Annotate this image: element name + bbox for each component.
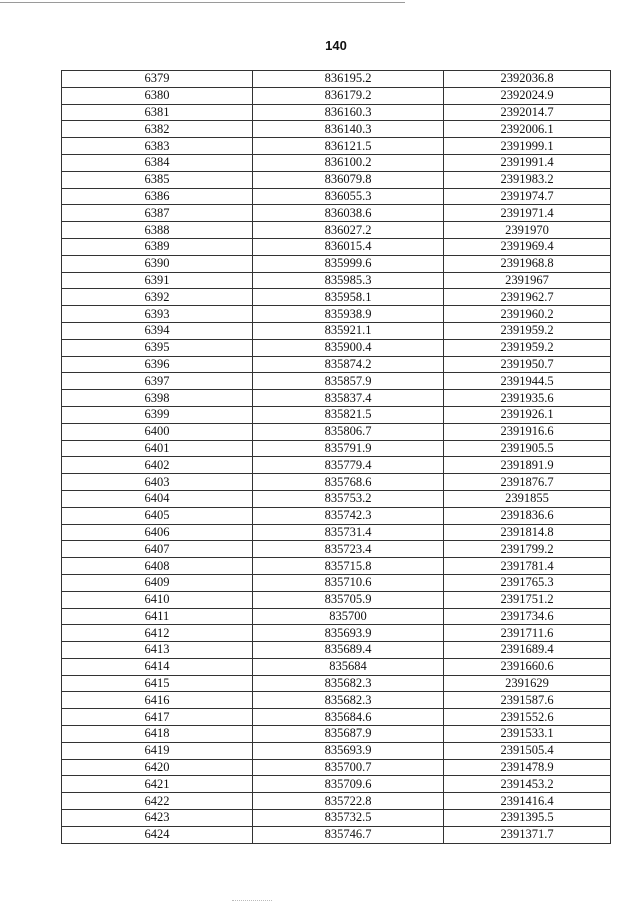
y-coordinate-cell: 2391960.2 [444,306,611,323]
y-coordinate-cell: 2391416.4 [444,793,611,810]
table-row [62,272,611,289]
point-number-cell: 6392 [62,289,253,306]
y-coordinate-cell: 2391533.1 [444,726,611,743]
point-number-cell: 6419 [62,742,253,759]
point-number-cell: 6415 [62,675,253,692]
y-coordinate-cell: 2391916.6 [444,423,611,440]
table-row [62,121,611,138]
point-number-cell: 6382 [62,121,253,138]
table-row [62,692,611,709]
y-coordinate-cell: 2391552.6 [444,709,611,726]
table-row [62,138,611,155]
y-coordinate-cell: 2391876.7 [444,474,611,491]
y-coordinate-cell: 2391983.2 [444,171,611,188]
table-row [62,87,611,104]
x-coordinate-cell: 835684 [253,658,444,675]
x-coordinate-cell: 835705.9 [253,591,444,608]
x-coordinate-cell: 835700.7 [253,759,444,776]
y-coordinate-cell: 2391999.1 [444,138,611,155]
point-number-cell: 6406 [62,524,253,541]
point-number-cell: 6389 [62,238,253,255]
y-coordinate-cell: 2391968.8 [444,255,611,272]
bottom-mark [232,900,272,901]
y-coordinate-cell: 2391660.6 [444,658,611,675]
x-coordinate-cell: 835921.1 [253,322,444,339]
point-number-cell: 6410 [62,591,253,608]
x-coordinate-cell: 835857.9 [253,373,444,390]
x-coordinate-cell: 835806.7 [253,423,444,440]
point-number-cell: 6393 [62,306,253,323]
table-row [62,776,611,793]
table-row [62,222,611,239]
x-coordinate-cell: 835689.4 [253,642,444,659]
table-row [62,574,611,591]
x-coordinate-cell: 835821.5 [253,406,444,423]
table-row [62,238,611,255]
y-coordinate-cell: 2392024.9 [444,87,611,104]
y-coordinate-cell: 2391974.7 [444,188,611,205]
point-number-cell: 6413 [62,642,253,659]
x-coordinate-cell: 836100.2 [253,154,444,171]
point-number-cell: 6418 [62,726,253,743]
point-number-cell: 6407 [62,541,253,558]
y-coordinate-cell: 2391371.7 [444,826,611,843]
table-row [62,423,611,440]
y-coordinate-cell: 2391453.2 [444,776,611,793]
table-row [62,709,611,726]
table-row [62,642,611,659]
point-number-cell: 6381 [62,104,253,121]
x-coordinate-cell: 835938.9 [253,306,444,323]
y-coordinate-cell: 2392006.1 [444,121,611,138]
point-number-cell: 6394 [62,322,253,339]
y-coordinate-cell: 2391689.4 [444,642,611,659]
point-number-cell: 6417 [62,709,253,726]
y-coordinate-cell: 2391587.6 [444,692,611,709]
x-coordinate-cell: 835746.7 [253,826,444,843]
point-number-cell: 6402 [62,457,253,474]
y-coordinate-cell: 2391734.6 [444,608,611,625]
x-coordinate-cell: 836160.3 [253,104,444,121]
point-number-cell: 6396 [62,356,253,373]
y-coordinate-cell: 2391944.5 [444,373,611,390]
point-number-cell: 6398 [62,390,253,407]
point-number-cell: 6400 [62,423,253,440]
point-number-cell: 6424 [62,826,253,843]
y-coordinate-cell: 2391967 [444,272,611,289]
x-coordinate-cell: 835999.6 [253,255,444,272]
table-row [62,625,611,642]
table-row [62,71,611,88]
table-row [62,759,611,776]
y-coordinate-cell: 2391751.2 [444,591,611,608]
y-coordinate-cell: 2392036.8 [444,71,611,88]
point-number-cell: 6399 [62,406,253,423]
table-row [62,322,611,339]
x-coordinate-cell: 835723.4 [253,541,444,558]
x-coordinate-cell: 835779.4 [253,457,444,474]
table-row [62,188,611,205]
x-coordinate-cell: 835687.9 [253,726,444,743]
table-row [62,154,611,171]
x-coordinate-cell: 836179.2 [253,87,444,104]
table-row [62,474,611,491]
point-number-cell: 6409 [62,574,253,591]
point-number-cell: 6411 [62,608,253,625]
point-number-cell: 6383 [62,138,253,155]
table-row [62,306,611,323]
table-row [62,826,611,843]
point-number-cell: 6423 [62,810,253,827]
page-number: 140 [325,38,347,53]
point-number-cell: 6386 [62,188,253,205]
point-number-cell: 6384 [62,154,253,171]
x-coordinate-cell: 836055.3 [253,188,444,205]
point-number-cell: 6412 [62,625,253,642]
point-number-cell: 6414 [62,658,253,675]
x-coordinate-cell: 835768.6 [253,474,444,491]
x-coordinate-cell: 835742.3 [253,507,444,524]
x-coordinate-cell: 835684.6 [253,709,444,726]
table-row [62,726,611,743]
y-coordinate-cell: 2391711.6 [444,625,611,642]
y-coordinate-cell: 2391814.8 [444,524,611,541]
point-number-cell: 6379 [62,71,253,88]
x-coordinate-cell: 835710.6 [253,574,444,591]
y-coordinate-cell: 2391935.6 [444,390,611,407]
y-coordinate-cell: 2391781.4 [444,558,611,575]
y-coordinate-cell: 2391478.9 [444,759,611,776]
coordinates-table-body [62,71,611,844]
x-coordinate-cell: 835874.2 [253,356,444,373]
y-coordinate-cell: 2391969.4 [444,238,611,255]
table-row [62,205,611,222]
table-row [62,524,611,541]
x-coordinate-cell: 835753.2 [253,490,444,507]
point-number-cell: 6385 [62,171,253,188]
y-coordinate-cell: 2391959.2 [444,339,611,356]
y-coordinate-cell: 2391855 [444,490,611,507]
x-coordinate-cell: 835693.9 [253,742,444,759]
x-coordinate-cell: 836015.4 [253,238,444,255]
y-coordinate-cell: 2391959.2 [444,322,611,339]
table-row [62,658,611,675]
point-number-cell: 6408 [62,558,253,575]
table-row [62,675,611,692]
table-row [62,440,611,457]
x-coordinate-cell: 835722.8 [253,793,444,810]
x-coordinate-cell: 835709.6 [253,776,444,793]
y-coordinate-cell: 2391971.4 [444,205,611,222]
x-coordinate-cell: 835837.4 [253,390,444,407]
point-number-cell: 6387 [62,205,253,222]
point-number-cell: 6388 [62,222,253,239]
x-coordinate-cell: 835791.9 [253,440,444,457]
table-row [62,289,611,306]
y-coordinate-cell: 2391799.2 [444,541,611,558]
table-row [62,356,611,373]
x-coordinate-cell: 835731.4 [253,524,444,541]
point-number-cell: 6420 [62,759,253,776]
table-row [62,457,611,474]
table-row [62,558,611,575]
x-coordinate-cell: 835682.3 [253,675,444,692]
y-coordinate-cell: 2391765.3 [444,574,611,591]
point-number-cell: 6416 [62,692,253,709]
table-row [62,810,611,827]
point-number-cell: 6397 [62,373,253,390]
table-row [62,490,611,507]
point-number-cell: 6421 [62,776,253,793]
x-coordinate-cell: 836121.5 [253,138,444,155]
y-coordinate-cell: 2391629 [444,675,611,692]
x-coordinate-cell: 836079.8 [253,171,444,188]
table-row [62,255,611,272]
x-coordinate-cell: 836027.2 [253,222,444,239]
x-coordinate-cell: 835985.3 [253,272,444,289]
table-row [62,104,611,121]
point-number-cell: 6403 [62,474,253,491]
top-rule [0,2,405,3]
y-coordinate-cell: 2391395.5 [444,810,611,827]
x-coordinate-cell: 835900.4 [253,339,444,356]
table-row [62,171,611,188]
x-coordinate-cell: 836140.3 [253,121,444,138]
table-row [62,507,611,524]
point-number-cell: 6405 [62,507,253,524]
table-row [62,373,611,390]
x-coordinate-cell: 835715.8 [253,558,444,575]
x-coordinate-cell: 836038.6 [253,205,444,222]
y-coordinate-cell: 2391905.5 [444,440,611,457]
point-number-cell: 6395 [62,339,253,356]
x-coordinate-cell: 835693.9 [253,625,444,642]
point-number-cell: 6380 [62,87,253,104]
table-row [62,608,611,625]
coordinates-table [61,70,611,844]
table-row [62,793,611,810]
table-row [62,591,611,608]
table-row [62,406,611,423]
x-coordinate-cell: 835700 [253,608,444,625]
y-coordinate-cell: 2392014.7 [444,104,611,121]
x-coordinate-cell: 835732.5 [253,810,444,827]
y-coordinate-cell: 2391836.6 [444,507,611,524]
x-coordinate-cell: 835682.3 [253,692,444,709]
y-coordinate-cell: 2391891.9 [444,457,611,474]
point-number-cell: 6422 [62,793,253,810]
point-number-cell: 6391 [62,272,253,289]
x-coordinate-cell: 836195.2 [253,71,444,88]
point-number-cell: 6390 [62,255,253,272]
y-coordinate-cell: 2391962.7 [444,289,611,306]
y-coordinate-cell: 2391991.4 [444,154,611,171]
y-coordinate-cell: 2391970 [444,222,611,239]
y-coordinate-cell: 2391950.7 [444,356,611,373]
point-number-cell: 6404 [62,490,253,507]
y-coordinate-cell: 2391926.1 [444,406,611,423]
x-coordinate-cell: 835958.1 [253,289,444,306]
table-row [62,742,611,759]
point-number-cell: 6401 [62,440,253,457]
table-row [62,541,611,558]
table-row [62,339,611,356]
y-coordinate-cell: 2391505.4 [444,742,611,759]
table-row [62,390,611,407]
